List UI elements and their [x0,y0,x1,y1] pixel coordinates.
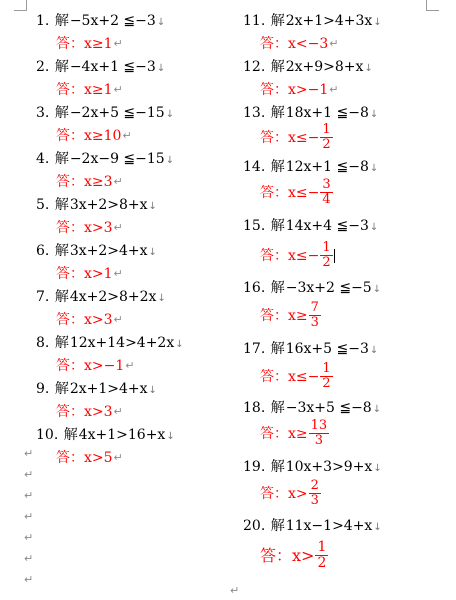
problem-20[interactable] [243,517,382,537]
problem-verb: 解 [270,59,285,75]
answer-label: 答： [260,545,293,565]
problem-expression: 16x+5 ≦−3 [285,341,369,357]
fraction-numerator: 13 [310,418,328,433]
paragraph-mark: ↵ [113,267,123,280]
problem-number: 7. [36,289,50,305]
answer-expression: x≤− [288,129,320,146]
line-break-mark: ↓ [369,222,379,233]
problem-17[interactable] [243,340,378,360]
text-cursor [334,249,335,263]
fraction-numerator: 1 [322,240,331,255]
problem-verb: 解 [54,335,69,351]
answer-label: 答： [260,184,288,201]
problem-verb: 解 [54,381,69,397]
answer-2[interactable] [56,81,123,99]
answer-label: 答： [260,82,288,98]
answer-expression: x≥10 [84,128,122,144]
problem-expression: 18x+1 ≦−8 [285,105,369,121]
problem-verb: 解 [54,197,69,213]
problem-number: 18. [243,400,266,416]
answer-fraction [320,362,332,391]
problem-number: 9. [36,381,50,397]
problem-number: 8. [36,335,50,351]
answer-10[interactable] [56,449,123,467]
empty-paragraph-mark: ↵ [24,468,34,481]
problem-2[interactable] [36,58,165,78]
fraction-numerator: 1 [322,122,331,137]
paragraph-mark: ↵ [113,313,123,326]
fraction-denominator: 2 [322,376,331,391]
answer-label: 答： [260,129,288,146]
answer-fraction [309,479,321,508]
answer-expression: x>3 [84,404,113,420]
line-break-mark: ↓ [373,17,382,28]
answer-expression: x<−3 [288,36,329,52]
paragraph-mark: ↵ [329,83,339,96]
fraction-denominator: 3 [310,315,319,330]
answer-expression: x>−1 [84,358,125,374]
problem-verb: 解 [54,243,69,259]
problem-expression: 3x+2>8+x [69,197,148,213]
fraction-numerator: 7 [310,300,319,315]
answer-label: 答： [56,312,84,328]
problem-number: 10. [36,427,59,443]
problem-6[interactable] [36,242,157,262]
answer-label: 答： [260,425,288,442]
answer-label: 答： [56,450,84,466]
problem-verb: 解 [54,59,69,75]
problem-13[interactable] [243,104,378,124]
problem-number: 4. [36,151,50,167]
answer-fraction [320,123,332,152]
answer-label: 答： [56,358,84,374]
paragraph-mark: ↵ [113,175,123,188]
problem-verb: 解 [270,518,285,534]
problem-verb: 解 [270,400,285,416]
answer-18[interactable] [260,419,329,448]
answer-expression: x≥1 [84,36,113,52]
paragraph-mark: ↵ [125,359,135,372]
answer-expression: x>−1 [288,82,329,98]
fraction-numerator: 3 [322,177,331,192]
answer-fraction [320,241,332,270]
answer-label: 答： [56,128,84,144]
answer-14[interactable] [260,178,333,207]
problem-expression: 11x−1>4+x [285,518,373,534]
problem-number: 5. [36,197,50,213]
problem-number: 1. [36,13,50,29]
fraction-denominator: 3 [314,433,324,448]
paragraph-mark: ↵ [122,129,132,142]
answer-12[interactable] [260,81,338,99]
answer-8[interactable] [56,357,134,375]
problem-expression: 2x+1>4+x [69,381,148,397]
problem-expression: −2x+5 ≦−15 [69,105,165,121]
line-break-mark: ↓ [369,345,379,356]
line-break-mark: ↓ [165,155,175,166]
answer-label: 答： [56,82,84,98]
problem-expression: −2x−9 ≦−15 [69,151,165,167]
page-corner-mark-left [14,0,27,11]
paragraph-mark: ↵ [113,451,123,464]
answer-expression: x≥ [288,425,308,442]
problem-expression: 2x+1>4+3x [285,13,373,29]
problem-expression: 4x+1>16+x [78,427,166,443]
problem-number: 20. [243,518,266,534]
problem-10[interactable] [36,426,175,446]
fraction-denominator: 2 [322,137,331,152]
problem-number: 14. [243,159,266,175]
answer-expression: x≥1 [84,82,113,98]
answer-label: 答： [56,266,84,282]
answer-expression: x>1 [84,266,113,282]
problem-12[interactable] [243,58,373,78]
answer-9[interactable] [56,403,123,421]
problem-number: 6. [36,243,50,259]
problem-expression: 12x+14>4+2x [69,335,175,351]
problem-verb: 解 [270,341,285,357]
problem-verb: 解 [54,13,69,29]
answer-16[interactable] [260,301,321,330]
line-break-mark: ↓ [156,63,166,74]
answer-expression: x≤− [288,184,320,201]
problem-verb: 解 [54,105,69,121]
problem-15[interactable] [243,217,378,237]
problem-18[interactable] [243,399,381,419]
problem-verb: 解 [270,459,285,475]
problem-number: 12. [243,59,266,75]
answer-expression: x≤− [288,368,320,385]
problem-number: 17. [243,341,266,357]
problem-expression: −5x+2 ≦−3 [69,13,156,29]
fraction-numerator: 1 [322,361,331,376]
problem-expression: 12x+1 ≦−8 [285,159,369,175]
line-break-mark: ↓ [369,109,379,120]
paragraph-mark: ↵ [329,37,339,50]
line-break-mark: ↓ [157,293,166,304]
empty-paragraph-mark: ↵ [24,552,34,565]
line-break-mark: ↓ [373,463,382,474]
problem-1[interactable] [36,12,165,32]
problem-verb: 解 [54,151,69,167]
line-break-mark: ↓ [372,284,382,295]
answer-20[interactable] [260,540,328,571]
bottom-paragraph-mark: ↵ [230,584,240,597]
problem-4[interactable] [36,150,174,170]
fraction-denominator: 3 [310,493,319,508]
answer-label: 答： [56,220,84,236]
problem-number: 11. [243,13,266,29]
fraction-denominator: 2 [322,255,331,270]
problem-expression: 4x+2>8+2x [69,289,157,305]
empty-paragraph-mark: ↵ [24,510,34,523]
answer-13[interactable] [260,123,333,152]
line-break-mark: ↓ [175,339,184,350]
fraction-denominator: 2 [317,555,327,571]
empty-paragraph-mark: ↵ [24,447,34,460]
page-corner-mark-right [426,0,439,11]
line-break-mark: ↓ [372,404,382,415]
problem-expression: 14x+4 ≦−3 [285,218,369,234]
problem-number: 3. [36,105,50,121]
answer-4[interactable] [56,173,123,191]
line-break-mark: ↓ [148,201,157,212]
answer-label: 答： [260,485,288,502]
answer-fraction [309,301,321,330]
problem-verb: 解 [270,159,285,175]
problem-expression: −4x+1 ≦−3 [69,59,156,75]
line-break-mark: ↓ [364,63,373,74]
answer-label: 答： [56,404,84,420]
problem-verb: 解 [270,218,285,234]
answer-expression: x>3 [84,312,113,328]
problem-verb: 解 [54,289,69,305]
problem-14[interactable] [243,158,378,178]
problem-expression: 2x+9>8+x [285,59,364,75]
problem-number: 15. [243,218,266,234]
problem-5[interactable] [36,196,157,216]
answer-fraction [309,419,330,448]
answer-label: 答： [260,307,288,324]
paragraph-mark: ↵ [113,221,123,234]
empty-paragraph-mark: ↵ [24,489,34,502]
paragraph-mark: ↵ [113,83,123,96]
problem-verb: 解 [63,427,78,443]
answer-7[interactable] [56,311,123,329]
problem-16[interactable] [243,279,381,299]
answer-expression: x> [288,485,308,502]
empty-paragraph-mark: ↵ [24,531,34,544]
problem-expression: −3x+2 ≦−5 [285,280,372,296]
fraction-denominator: 4 [322,192,331,207]
problem-verb: 解 [270,13,285,29]
problem-number: 19. [243,459,266,475]
line-break-mark: ↓ [165,109,175,120]
answer-expression: x>5 [84,450,113,466]
problem-expression: −3x+5 ≦−8 [285,400,372,416]
answer-15[interactable] [260,241,335,270]
answer-expression: x≤− [288,247,320,264]
answer-label: 答： [260,247,288,264]
problem-9[interactable] [36,380,157,400]
answer-expression: x≥ [288,307,308,324]
problem-8[interactable] [36,334,184,354]
answer-label: 答： [260,36,288,52]
paragraph-mark: ↵ [113,37,123,50]
answer-6[interactable] [56,265,123,283]
problem-number: 2. [36,59,50,75]
line-break-mark: ↓ [156,17,166,28]
problem-19[interactable] [243,458,382,478]
line-break-mark: ↓ [148,247,157,258]
fraction-numerator: 1 [317,539,327,555]
problem-7[interactable] [36,288,166,308]
answer-label: 答： [56,174,84,190]
answer-1[interactable] [56,35,123,53]
answer-11[interactable] [260,35,338,53]
answer-label: 答： [56,36,84,52]
answer-label: 答： [260,368,288,385]
answer-fraction [320,178,332,207]
answer-expression: x>3 [84,220,113,236]
problem-expression: 3x+2>4+x [69,243,148,259]
fraction-numerator: 2 [310,478,319,493]
answer-19[interactable] [260,479,321,508]
answer-fraction [315,540,328,571]
problem-number: 13. [243,105,266,121]
answer-expression: x> [292,545,315,565]
line-break-mark: ↓ [148,385,157,396]
problem-11[interactable] [243,12,382,32]
problem-verb: 解 [270,105,285,121]
empty-paragraph-mark: ↵ [24,573,34,586]
problem-3[interactable] [36,104,174,124]
line-break-mark: ↓ [166,431,175,442]
answer-expression: x≥3 [84,174,113,190]
problem-verb: 解 [270,280,285,296]
answer-3[interactable] [56,127,132,145]
line-break-mark: ↓ [373,522,382,533]
problem-expression: 10x+3>9+x [285,459,373,475]
answer-5[interactable] [56,219,123,237]
paragraph-mark: ↵ [113,405,123,418]
problem-number: 16. [243,280,266,296]
answer-17[interactable] [260,362,333,391]
line-break-mark: ↓ [369,163,379,174]
